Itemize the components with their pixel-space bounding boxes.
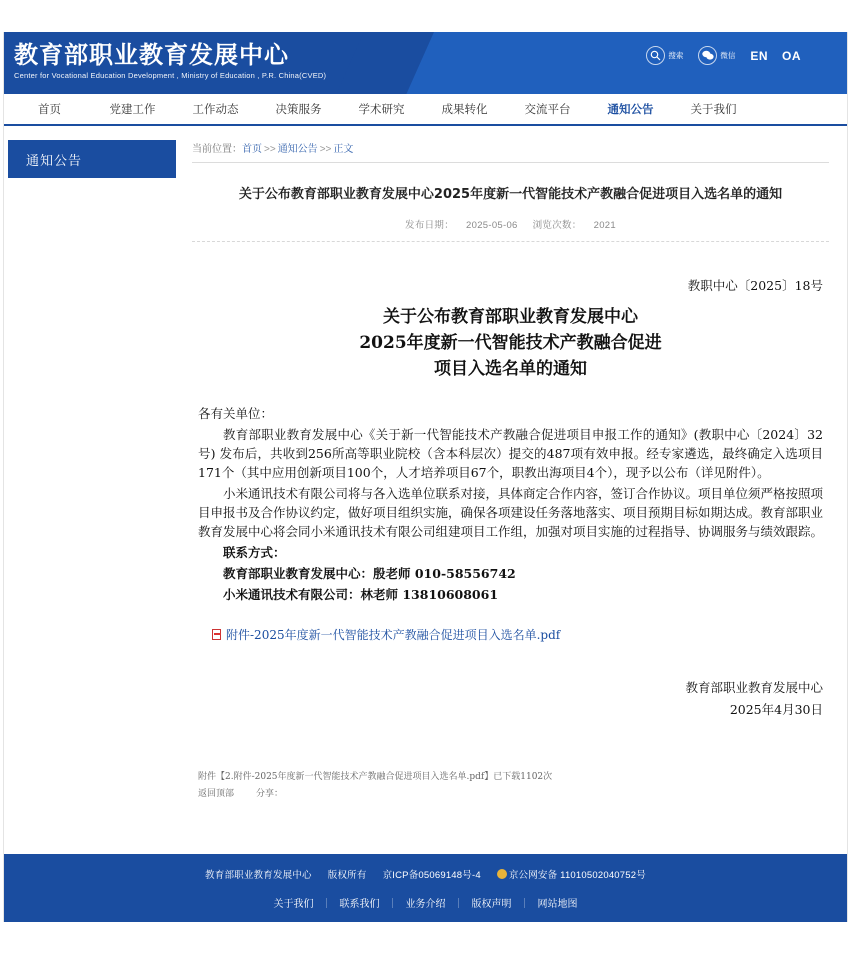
breadcrumb [192, 140, 829, 163]
header-angle-decoration [336, 32, 434, 94]
footer-icp[interactable]: 京ICP备05069148号-4 [382, 870, 481, 881]
footer-link-sitemap[interactable]: 网站地图 [537, 899, 578, 910]
footer-divider-2: ｜ [387, 899, 398, 910]
pdf-icon [212, 629, 221, 640]
document-heading [198, 304, 823, 382]
nav-item-about-us[interactable]: 关于我们 [690, 104, 737, 116]
nav-item-notices[interactable]: 通知公告 [607, 104, 654, 116]
document-heading-line-1: 关于公布教育部职业教育发展中心 [383, 307, 638, 327]
site-footer [4, 854, 847, 922]
footer-divider-4: ｜ [519, 899, 530, 910]
breadcrumb-separator-2: >> [319, 144, 332, 155]
main-column [176, 140, 847, 803]
attachment-download-note: 附件【2.附件-2025年度新一代智能技术产教融合促进项目入选名单.pdf】已下载1102次 [198, 772, 553, 782]
contact-line-1: 教育部职业教育发展中心：殷老师 010-58556742 [223, 566, 516, 581]
footer-link-contact[interactable]: 联系我们 [339, 899, 380, 910]
nav-item-party-work[interactable]: 党建工作 [109, 104, 156, 116]
search-tool[interactable] [646, 46, 684, 65]
footer-link-about[interactable]: 关于我们 [273, 899, 314, 910]
nav-item-work-updates[interactable]: 工作动态 [192, 104, 239, 116]
footer-police-record[interactable] [497, 867, 646, 881]
footer-link-copyright-statement[interactable]: 版权声明 [471, 899, 512, 910]
breadcrumb-label: 当前位置： [192, 144, 242, 155]
nav-item-exchange-platform[interactable]: 交流平台 [524, 104, 571, 116]
publish-date-label: 发布日期： [405, 220, 455, 231]
nav-item-home[interactable]: 首页 [38, 104, 61, 116]
site-container [3, 32, 848, 922]
nav-item-decision-service[interactable]: 决策服务 [275, 104, 322, 116]
back-to-top-link[interactable]: 返回顶部 [198, 789, 235, 799]
breadcrumb-notices[interactable]: 通知公告 [277, 144, 318, 155]
paragraph-2: 小米通讯技术有限公司将与各入选单位联系对接，具体商定合作内容，签订合作协议。项目单位须严格按照项目申报书及合作协议约定，做好项目组织实施，确保各项建设任务落地落实、项目预期目标如期达成。教育部职业教育发展中心将会同小米通讯技术有限公司组建项目工作组，加强对项目实施的过程指导、协调服务与绩效跟踪。 [198, 486, 824, 539]
content-area [4, 126, 847, 803]
contact-title: 联系方式： [223, 545, 286, 560]
logo-title-cn: 教育部职业教育发展中心 [14, 41, 289, 69]
search-label: 搜索 [668, 51, 684, 60]
paragraph-1: 教育部职业教育发展中心《关于新一代智能技术产教融合促进项目申报工作的通知》(教职中心〔2024〕32号) 发布后，共收到256所高等职业院校（含本科层次）提交的487项有效申报。经专家遴选，最终确定入选项目171个（其中应用创新项目100个，人才培养项目67个，职教出海项目4个），现予以公布（详见附件）。 [198, 427, 823, 480]
article-body [192, 276, 829, 803]
views-value: 2021 [593, 220, 616, 231]
signer-name: 教育部职业教育发展中心 [685, 680, 823, 695]
nav-item-achievement-transfer[interactable]: 成果转化 [441, 104, 488, 116]
document-heading-line-2: 2025年度新一代智能技术产教融合促进 [359, 333, 662, 353]
wechat-label: 微信 [720, 51, 736, 60]
wechat-icon [698, 46, 717, 65]
contact-line-2: 小米通讯技术有限公司：林老师 13810608061 [223, 587, 499, 602]
footer-copyright-row [4, 867, 847, 881]
footer-divider-3: ｜ [453, 899, 464, 910]
main-nav [4, 94, 847, 126]
sidebar-item-notices[interactable]: 通知公告 [8, 140, 176, 178]
sidebar [4, 140, 176, 803]
wechat-tool[interactable] [698, 46, 736, 65]
logo-title-en: Center for Vocational Education Development , Ministry of Education , P.R. China(CVED) [14, 71, 327, 80]
page-title: 关于公布教育部职业教育发展中心2025年度新一代智能技术产教融合促进项目入选名单的通知 [238, 187, 783, 202]
document-number: 教职中心〔2025〕18号 [687, 278, 823, 293]
language-switch[interactable]: EN [750, 48, 768, 63]
footer-links [4, 895, 847, 910]
salutation: 各有关单位： [198, 406, 274, 421]
document-signature [198, 677, 823, 721]
share-label: 分享： [256, 789, 284, 799]
footer-divider-1: ｜ [321, 899, 332, 910]
attachment-note-block [198, 769, 823, 803]
publish-date-value: 2025-05-06 [466, 220, 518, 231]
breadcrumb-separator-1: >> [264, 144, 276, 155]
footer-link-business[interactable]: 业务介绍 [405, 899, 446, 910]
site-header [4, 32, 847, 94]
document-heading-line-3: 项目入选名单的通知 [434, 359, 587, 379]
footer-copyright-label: 版权所有 [327, 870, 367, 881]
article-actions [198, 786, 823, 803]
footer-police-text: 京公网安备 11010502040752号 [508, 870, 646, 881]
nav-item-academic-research[interactable]: 学术研究 [358, 104, 405, 116]
breadcrumb-current: 正文 [333, 144, 354, 155]
police-badge-icon [497, 869, 507, 879]
search-icon [646, 46, 665, 65]
header-tools [646, 46, 801, 65]
signer-date: 2025年4月30日 [729, 702, 823, 717]
attachment-link-label: 附件-2025年度新一代智能技术产教融合促进项目入选名单.pdf [226, 628, 561, 642]
views-label: 浏览次数： [532, 220, 582, 231]
footer-owner: 教育部职业教育发展中心 [205, 870, 312, 881]
breadcrumb-home[interactable]: 首页 [242, 144, 262, 155]
attachment-link[interactable] [198, 626, 823, 643]
article-meta [192, 217, 829, 242]
site-logo[interactable] [14, 41, 326, 81]
oa-link[interactable]: OA [782, 48, 801, 63]
